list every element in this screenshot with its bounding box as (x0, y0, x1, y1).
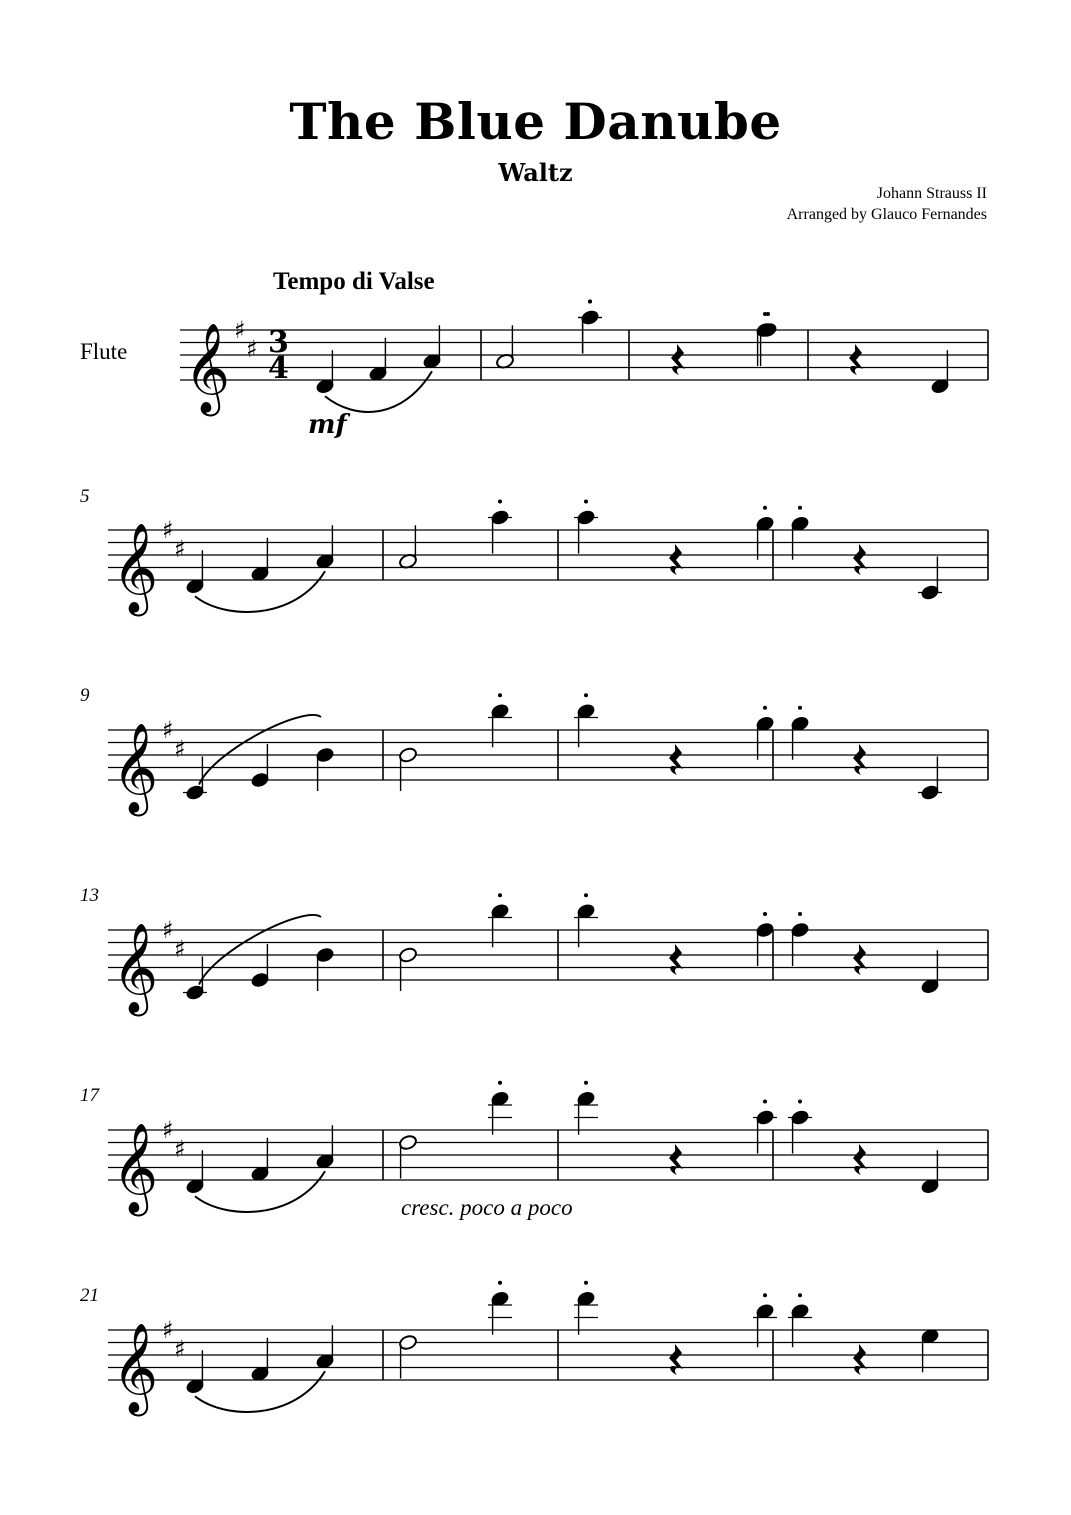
treble-clef-icon: 𝄞 (112, 523, 159, 613)
quarter-rest-icon (853, 1144, 867, 1175)
quarter-rest-icon (849, 344, 863, 375)
arranger-credit: Arranged by Glauco Fernandes (786, 206, 987, 223)
staccato-dot (766, 312, 770, 316)
quarter-rest-icon (669, 1344, 683, 1375)
crescendo-marking: cresc. poco a poco (401, 1195, 573, 1220)
time-signature-top: 3 (268, 325, 289, 360)
sharp-icon: ♯ (162, 716, 174, 744)
staccato-dot (584, 1081, 588, 1085)
quarter-rest-icon (853, 944, 867, 975)
measure-number: 13 (80, 885, 99, 906)
staccato-dot (588, 300, 592, 304)
staccato-dot (798, 706, 802, 710)
sharp-icon: ♯ (174, 734, 186, 763)
composer-credit: Johann Strauss II (876, 185, 987, 202)
quarter-rest-icon (853, 744, 867, 775)
staccato-dot (498, 500, 502, 504)
treble-clef-icon: 𝄞 (112, 923, 159, 1013)
dynamic-mf: mf (308, 410, 347, 440)
sharp-icon: ♯ (174, 1134, 186, 1163)
staccato-dot (763, 1100, 767, 1104)
treble-clef-icon: 𝄞 (112, 723, 159, 813)
instrument-name: Flute (80, 339, 128, 364)
time-signature-bottom: 4 (268, 351, 289, 386)
measure-number: 17 (80, 1085, 99, 1106)
staccato-dot (498, 693, 502, 697)
sharp-icon: ♯ (174, 534, 186, 563)
measure-number: 5 (80, 486, 90, 507)
staccato-dot (498, 1081, 502, 1085)
staccato-dot (763, 1293, 767, 1297)
sharp-icon: ♯ (234, 316, 246, 344)
treble-clef-icon: 𝄞 (112, 1123, 159, 1213)
quarter-rest-icon (671, 344, 685, 375)
sharp-icon: ♯ (162, 916, 174, 944)
sharp-icon: ♯ (246, 334, 258, 363)
staccato-dot (798, 506, 802, 510)
staccato-dot (763, 912, 767, 916)
staccato-dot (498, 1281, 502, 1285)
staccato-dot (798, 1100, 802, 1104)
sharp-icon: ♯ (162, 1316, 174, 1344)
staccato-dot (584, 500, 588, 504)
staccato-dot (763, 706, 767, 710)
quarter-rest-icon (669, 544, 683, 575)
sharp-icon: ♯ (162, 516, 174, 544)
staccato-dot (584, 693, 588, 697)
quarter-rest-icon (853, 544, 867, 575)
quarter-rest-icon (853, 1344, 867, 1375)
piece-subtitle: Waltz (498, 158, 573, 187)
quarter-rest-icon (669, 944, 683, 975)
measure-number: 21 (80, 1285, 99, 1306)
treble-clef-icon: 𝄞 (184, 323, 231, 413)
treble-clef-icon: 𝄞 (112, 1323, 159, 1413)
sharp-icon: ♯ (162, 1116, 174, 1144)
sharp-icon: ♯ (174, 1334, 186, 1363)
measure-number: 9 (80, 685, 90, 706)
staccato-dot (498, 893, 502, 897)
staccato-dot (798, 912, 802, 916)
staccato-dot (584, 1281, 588, 1285)
quarter-rest-icon (669, 1144, 683, 1175)
quarter-rest-icon (669, 744, 683, 775)
staccato-dot (584, 893, 588, 897)
piece-title: The Blue Danube (289, 92, 782, 151)
staccato-dot (798, 1293, 802, 1297)
staccato-dot (763, 506, 767, 510)
sharp-icon: ♯ (174, 934, 186, 963)
tempo-marking: Tempo di Valse (273, 268, 435, 295)
